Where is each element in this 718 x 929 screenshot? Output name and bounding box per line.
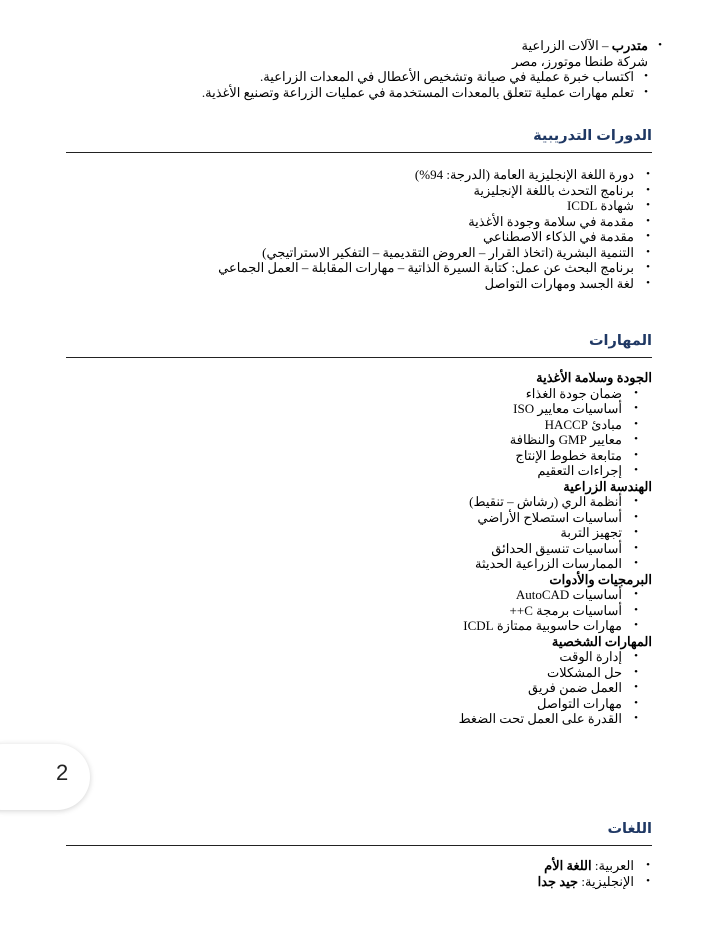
languages-list [60, 858, 634, 889]
course-item: • شهادة ICDL [60, 198, 634, 214]
experience-entry [60, 38, 648, 100]
role-title: متدرب [611, 38, 648, 53]
experience-points [60, 69, 634, 100]
skill-group-list [60, 494, 622, 572]
course-item: • دورة اللغة الإنجليزية العامة (الدرجة: 94%) [60, 167, 634, 183]
skill-item: • أساسيات معايير ISO [60, 401, 622, 417]
course-item: • برنامج البحث عن عمل: كتابة السيرة الذاتية – مهارات المقابلة – العمل الجماعي [60, 260, 634, 276]
skill-group-list [60, 649, 622, 727]
experience-point: • اكتساب خبرة عملية في صيانة وتشخيص الأعطال في المعدات الزراعية. [60, 69, 634, 85]
language-item [60, 858, 634, 874]
section-divider [66, 152, 652, 153]
skill-item: • ضمان جودة الغذاء [60, 386, 622, 402]
course-item: • مقدمة في سلامة وجودة الأغذية [60, 214, 634, 230]
course-item: • برنامج التحدث باللغة الإنجليزية [60, 183, 634, 199]
skill-group-list [60, 587, 622, 634]
skill-item: • القدرة على العمل تحت الضغط [60, 711, 622, 727]
skill-group-heading: الجودة وسلامة الأغذية [536, 370, 652, 385]
section-divider [66, 357, 652, 358]
courses-list [60, 167, 634, 291]
course-item: • لغة الجسد ومهارات التواصل [60, 276, 634, 292]
course-item: • مقدمة في الذكاء الاصطناعي [60, 229, 634, 245]
skill-item: • الممارسات الزراعية الحديثة [60, 556, 622, 572]
skill-item: • مهارات التواصل [60, 696, 622, 712]
role-detail: – الآلات الزراعية [521, 38, 612, 53]
language-level: جيد جدا [537, 873, 579, 889]
page-number: 2 [56, 760, 69, 785]
page-number-badge [0, 744, 90, 810]
skill-group-heading: الهندسة الزراعية [563, 478, 652, 494]
skill-group-heading: المهارات الشخصية [551, 633, 652, 649]
experience-company: شركة طنطا موتورز، مصر [511, 53, 648, 69]
section-title-courses: الدورات التدريبية [533, 128, 652, 144]
section-divider [66, 845, 652, 846]
skill-item: • حل المشكلات [60, 665, 622, 681]
skill-item: • أساسيات AutoCAD [60, 587, 622, 603]
skill-item: • أساسيات برمجة C++ [60, 603, 622, 619]
skill-item: • مهارات حاسوبية ممتازة ICDL [60, 618, 622, 634]
skill-group-heading: البرمجيات والأدوات [549, 571, 652, 587]
language-item [60, 874, 634, 890]
skills-groups [60, 370, 652, 727]
skill-item: • معايير GMP والنظافة [60, 432, 622, 448]
skill-item: • تجهيز التربة [60, 525, 622, 541]
language-name: العربية: [591, 858, 634, 873]
skill-item: • أساسيات استصلاح الأراضي [60, 510, 622, 526]
skill-item: • إدارة الوقت [60, 649, 622, 665]
experience-role [60, 38, 648, 54]
skill-item: • إجراءات التعقيم [60, 463, 622, 479]
language-name: الإنجليزية: [578, 873, 634, 889]
skill-item: • متابعة خطوط الإنتاج [60, 448, 622, 464]
skill-item: • أنظمة الري (رشاش – تنقيط) [60, 494, 622, 510]
course-item: • التنمية البشرية (اتخاذ القرار – العروض التقديمية – التفكير الاستراتيجي) [60, 245, 634, 261]
section-title-languages: اللغات [607, 821, 652, 837]
skill-item: • العمل ضمن فريق [60, 680, 622, 696]
language-level: اللغة الأم [544, 858, 592, 873]
experience-point: • تعلم مهارات عملية تتعلق بالمعدات المستخدمة في عمليات الزراعة وتصنيع الأغذية. [60, 85, 634, 101]
skill-item: • مبادئ HACCP [60, 417, 622, 433]
section-title-skills: المهارات [588, 333, 652, 349]
skill-item: • أساسيات تنسيق الحدائق [60, 541, 622, 557]
skill-group-list [60, 386, 622, 479]
